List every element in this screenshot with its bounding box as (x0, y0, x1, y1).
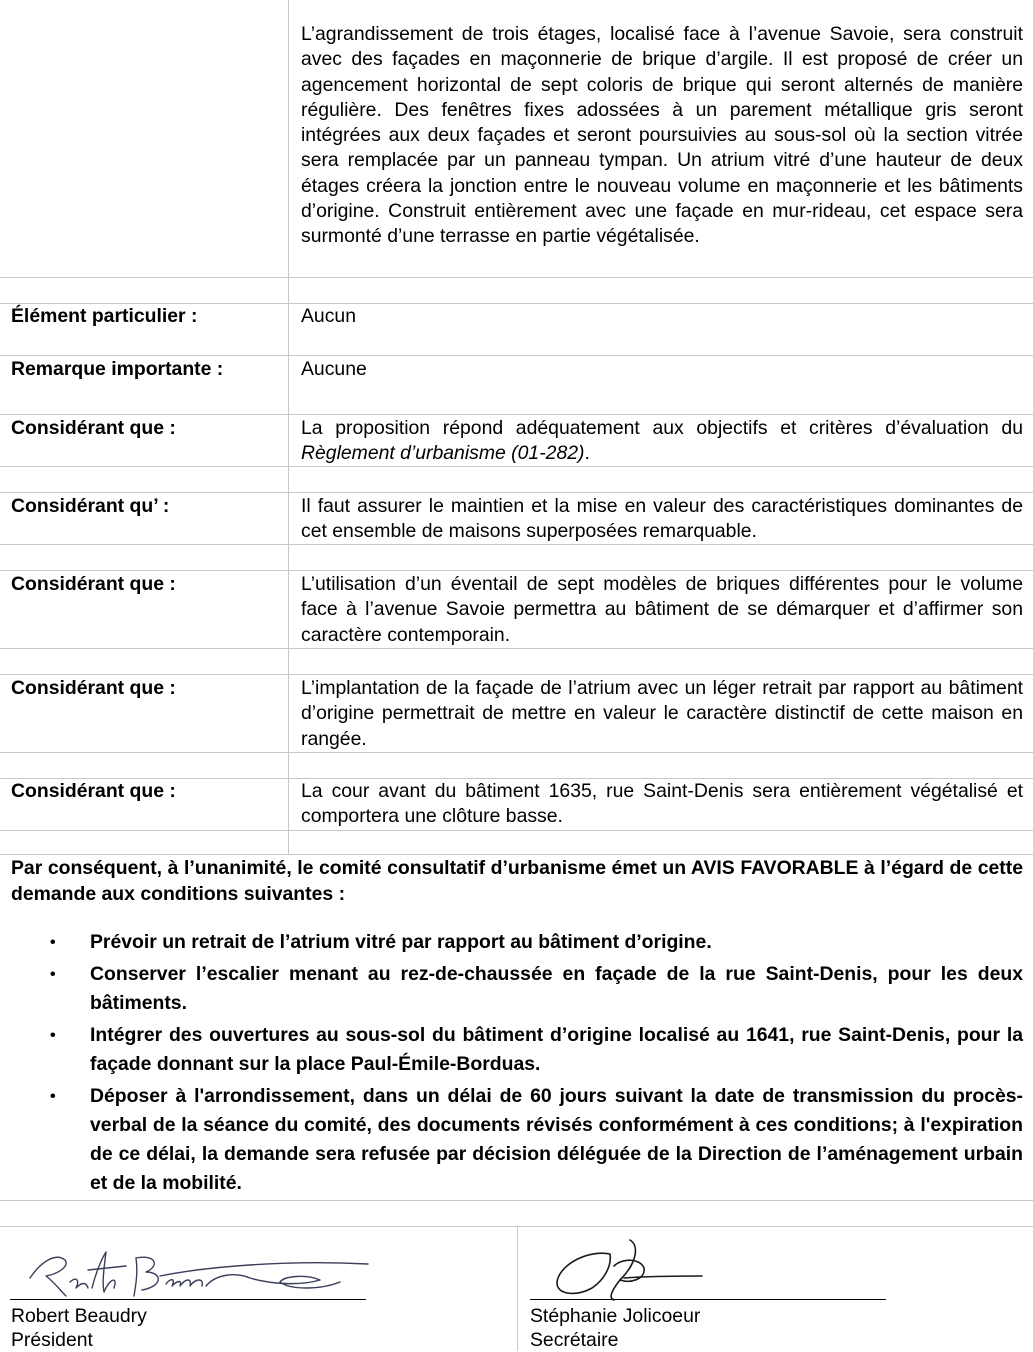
remarque-importante-label: Remarque importante : (11, 358, 224, 380)
considerant-label: Considérant que : (11, 573, 176, 595)
spacer-row (0, 331, 1033, 355)
spacer-row (0, 466, 1033, 492)
president-signature-line (10, 1299, 366, 1300)
considerant-row (0, 414, 1033, 466)
considerant-label: Considérant qu’ : (11, 495, 170, 517)
bullet-icon: • (50, 966, 56, 983)
section-divider (0, 1200, 1033, 1201)
president-title: Président (11, 1329, 93, 1351)
element-particulier-value: Aucun (301, 305, 356, 327)
considerant-text: L’implantation de la façade de l’atrium avec un léger retrait par rapport au bâtiment d’origine permettrait de mettre en valeur le caractère distinctif de cette maison en rangée. (301, 677, 1023, 750)
considerant-row (0, 492, 1033, 544)
condition-item: • Prévoir un retrait de l’atrium vitré par rapport au bâtiment d’origine. (0, 928, 1033, 957)
bullet-icon: • (50, 1027, 56, 1044)
secretary-name: Stéphanie Jolicoeur (530, 1305, 701, 1327)
condition-item: • Conserver l’escalier menant au rez-de-chaussée en façade de la rue Saint-Denis, pour les deux bâtiments. (0, 960, 1033, 1018)
element-particulier-label: Élément particulier : (11, 305, 198, 327)
considerant-label: Considérant que : (11, 677, 176, 699)
considerant-label: Considérant que : (11, 417, 176, 439)
condition-item: • Intégrer des ouvertures au sous-sol du bâtiment d’origine localisé au 1641, rue Saint-Denis, pour la façade donnant sur la place Paul-Émile-Borduas. (0, 1021, 1033, 1079)
considerant-row (0, 778, 1033, 830)
intro-paragraph: L’agrandissement de trois étages, localisé face à l’avenue Savoie, sera construit avec des façades en maçonnerie de brique d’argile. Il est proposé de créer un agencement horizontal de sept coloris de brique qui seront alternés de manière régulière. Des fenêtres fixes adossées à un parement métallique gris seront intégrées aux deux façades et seront poursuivies au sous-sol où la section vitrée sera remplacée par un panneau tympan. Un atrium vitré d’une hauteur de deux étages créera la jonction entre le nouveau volume en maçonnerie et les bâtiments d’origine. Construit entièrement avec une façade en mur-rideau, cet espace sera surmonté d’une terrasse en partie végétalisée. (301, 23, 1023, 248)
intro-row (0, 0, 1033, 277)
considerant-text: Il faut assurer le maintien et la mise en valeur des caractéristiques dominantes de cet ensemble de maisons superposées remarquable. (301, 495, 1023, 543)
bullet-icon: • (50, 1088, 56, 1105)
considerant-text: La cour avant du bâtiment 1635, rue Saint-Denis sera entièrement végétalisé et comportera une clôture basse. (301, 780, 1023, 828)
spacer-row (0, 830, 1033, 854)
bullet-icon: • (50, 934, 56, 951)
secretary-signature-image (540, 1236, 740, 1304)
remarque-importante-row (0, 355, 1033, 383)
remarque-importante-value: Aucune (301, 358, 367, 380)
secretary-signature-line (530, 1299, 886, 1300)
considerant-text: L’utilisation d’un éventail de sept modèles de briques différentes pour le volume face à l’avenue Savoie permettra au bâtiment de se démarquer et d’affirmer son caractère contemporain. (301, 573, 1023, 646)
conclusion-statement: Par conséquent, à l’unanimité, le comité consultatif d’urbanisme émet un AVIS FAVORABLE à l’égard de cette demande aux conditions suivantes : (11, 857, 1023, 905)
condition-item: • Déposer à l'arrondissement, dans un délai de 60 jours suivant la date de transmission du procès-verbal de la séance du comité, des documents révisés conformément à ces conditions; à l'expiration de ce délai, la demande sera refusée par décision déléguée de la Direction de l’aménagement urbain et de la mobilité. (0, 1082, 1033, 1198)
spacer-row (0, 544, 1033, 570)
spacer-row (0, 277, 1033, 303)
considerant-row (0, 674, 1033, 752)
element-particulier-row (0, 303, 1033, 331)
spacer-row (0, 383, 1033, 414)
considerant-label: Considérant que : (11, 780, 176, 802)
considerant-text: La proposition répond adéquatement aux objectifs et critères d’évaluation du Règlement d’urbanisme (01-282). (301, 417, 1023, 465)
spacer-row (0, 648, 1033, 674)
president-name: Robert Beaudry (11, 1305, 147, 1327)
secretary-title: Secrétaire (530, 1329, 619, 1351)
president-signature-image (10, 1238, 380, 1304)
conditions-list (0, 928, 1033, 1201)
signature-column-divider (517, 1226, 518, 1351)
spacer-row (0, 752, 1033, 778)
considerant-row (0, 570, 1033, 648)
regulation-title: Règlement d’urbanisme (01-282) (301, 442, 585, 465)
